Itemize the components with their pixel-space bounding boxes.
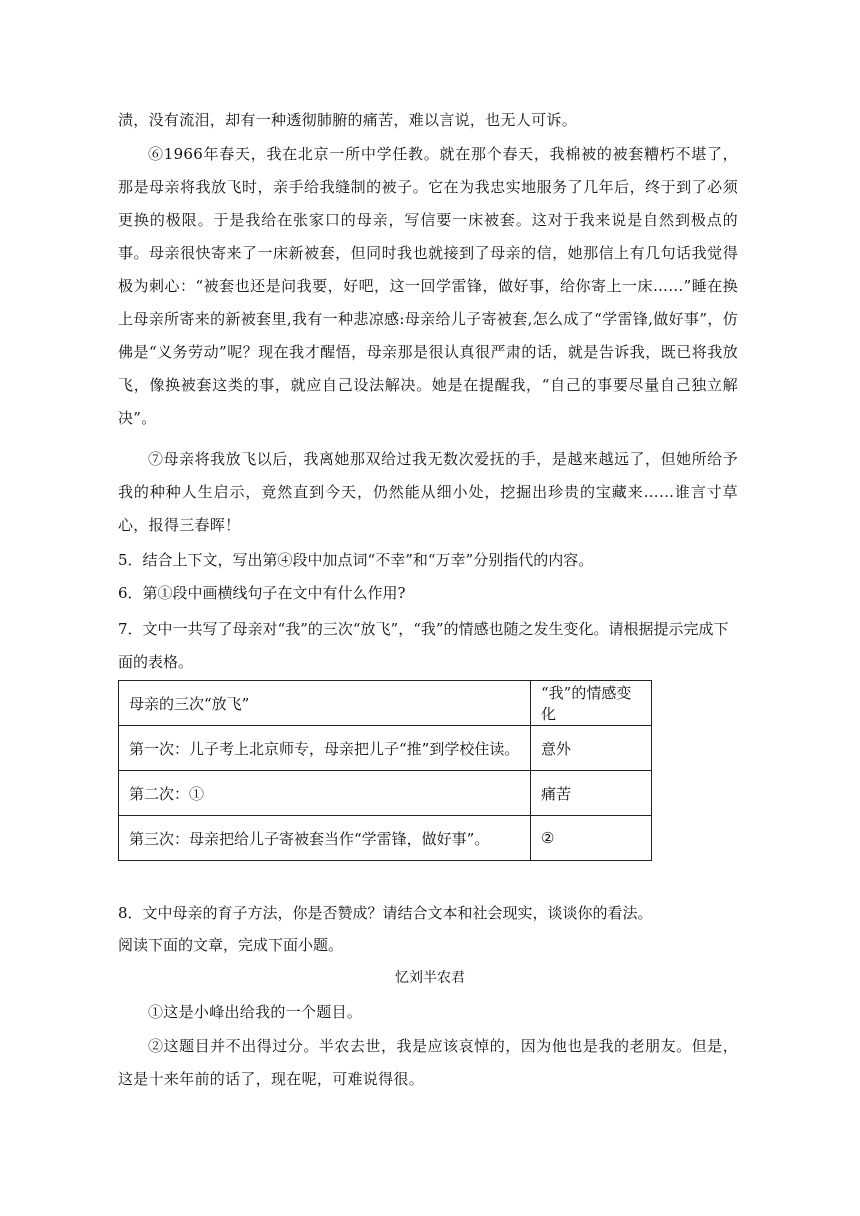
passage-paragraph-6: ⑥1966年春天，我在北京一所中学任教。就在那个春天，我棉被的被套糟朽不堪了，那是母亲将我放飞时，亲手给我缝制的被子。它在为我忠实地服务了几年后，终于到了必须更换的极限。于是我给在张家口的母亲，写信要一床被套。这对于我来说是自然到极点的事。母亲很快寄来了一床新被套，但同时我也就接到了母亲的信，她那信上有几句话我觉得极为刺心：“被套也还是问我要，好吧，这一回学雷锋，做好事，给你寄上一床……”睡在换上母亲所寄来的新被套里,我有一种悲凉感:母亲给儿子寄被套,怎么成了“学雷锋,做好事”，仿佛是“义务劳动”呢？现在我才醒悟，母亲那是很认真很严肃的话，就是告诉我，既已将我放飞，像换被套这类的事，就应自己设法解决。她是在提醒我，“自己的事要尽量自己独立解决”。: [118, 145, 738, 427]
question-7: 7．文中一共写了母亲对“我”的三次“放飞”，“我”的情感也随之发生变化。请根据提示完成下面的表格。: [118, 620, 729, 671]
question-6: 6．第①段中画横线句子在文中有什么作用?: [118, 584, 406, 602]
table-cell: 第一次：儿子考上北京师专，母亲把儿子“推”到学校住读。: [119, 726, 531, 771]
table-cell: 痛苦: [531, 771, 652, 816]
table-header-cell: 母亲的三次“放飞”: [119, 681, 531, 726]
reading-instruction: 阅读下面的文章，完成下面小题。: [118, 936, 344, 954]
table-row: [119, 771, 652, 816]
emotion-table: [118, 680, 652, 861]
question-8: 8．文中母亲的育子方法，你是否赞成？请结合文本和社会现实，谈谈你的看法。: [118, 904, 653, 922]
table-row: [119, 726, 652, 771]
table-header-row: [119, 681, 652, 726]
article-title: 忆刘半农君: [395, 970, 465, 986]
article-paragraph-2: ②这题目并不出得过分。半农去世，我是应该哀悼的，因为他也是我的老朋友。但是，这是十来年前的话了，现在呢，可难说得很。: [118, 1037, 738, 1088]
table-cell: ②: [531, 816, 652, 861]
passage-paragraph-7: ⑦母亲将我放飞以后，我离她那双给过我无数次爱抚的手，是越来越远了，但她所给予我的种种人生启示，竟然直到今天，仍然能从细小处，挖掘出珍贵的宝藏来……谁言寸草心，报得三春晖！: [118, 450, 738, 534]
table-header-cell: “我”的情感变化: [531, 681, 652, 726]
passage-fragment: 渍，没有流泪，却有一种透彻肺腑的痛苦，难以言说，也无人可诉。: [118, 111, 578, 129]
question-5: 5．结合上下文，写出第④段中加点词“不幸”和“万幸”分别指代的内容。: [118, 551, 594, 569]
article-paragraph-1: ①这是小峰出给我的一个题目。: [148, 1003, 363, 1021]
table-cell: 意外: [531, 726, 652, 771]
table-row: [119, 816, 652, 861]
table-cell: 第三次：母亲把给儿子寄被套当作“学雷锋，做好事”。: [119, 816, 531, 861]
table-cell: 第二次：①: [119, 771, 531, 816]
